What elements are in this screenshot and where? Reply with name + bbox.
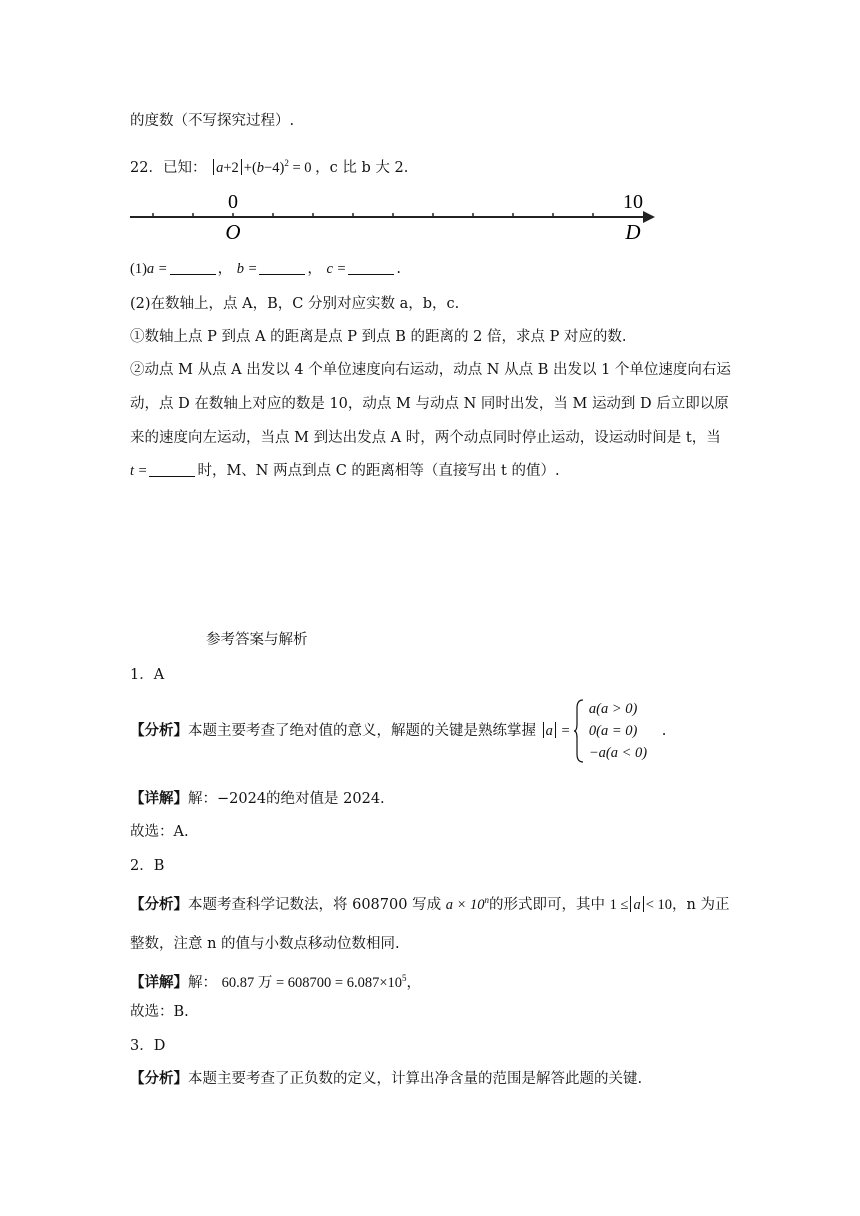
answer-1-analysis: 【分析】本题主要考查了绝对值的意义，解题的关键是熟练掌握 a = a(a > 0) 0(a = 0) −a(a < 0) . [130,698,666,768]
case-positive: a(a > 0) [588,701,638,717]
answer-c-label: c = [326,261,347,277]
part-2-ii-line-3: 来的速度向左运动，当点 M 到达出发点 A 时，两个动点同时停止运动，设运动时间是 t，当 [130,430,721,446]
stem-tail: ，c 比 b 大 2. [315,159,409,176]
range-expression: 1 ≤ a < 10 [609,896,672,913]
question-number: 22．已知： [130,159,207,176]
answer-a-label: a = [146,261,168,277]
axis-arrow [643,211,655,223]
point-label-O: O [225,220,241,244]
answer-b-label: b = [236,261,258,277]
tick-label-0: 0 [228,191,238,213]
answer-2-analysis-line-1: 【分析】本题考查科学记数法，将 608700 写成 $a \times 10^n$的形式即可，其中 1 ≤ a < 10，n 为正 [130,895,730,913]
answer-1-label: 1．A [130,667,165,683]
answer-2-label: 2．B [130,858,165,874]
continuation-text: 的度数（不写探究过程）. [130,113,295,129]
analysis-tag: 【分析】 [130,722,188,739]
answer-1-detail: 【详解】解：−2024的绝对值是 2024. [130,790,385,807]
left-brace [574,698,584,764]
answer-2-analysis-line-2: 整数，注意 n 的值与小数点移动位数相同. [130,936,400,952]
answer-c-blank[interactable] [348,260,394,275]
point-label-D: D [625,220,641,244]
answer-b-blank[interactable] [259,260,305,275]
question-22-stem [130,153,408,178]
answer-2-choice: 故选：B. [130,1004,189,1020]
answer-a-blank[interactable] [170,260,216,275]
part-2-ii-line-4: t = 时，M、N 两点到点 C 的距离相等（直接写出 t 的值）. [130,463,560,479]
answer-3-analysis: 【分析】本题主要考查了正负数的定义，计算出净含量的范围是解答此题的关键. [130,1070,643,1087]
answer-2-detail: 【详解】解： 60.87 万 = $608700 = 6.087\times 10^5$， [130,973,422,991]
case-negative: −a(a < 0) [588,745,648,761]
part-1: (1)a = ， b = ， c = . [130,261,401,277]
answers-heading: 参考答案与解析 [206,632,308,648]
answer-1-choice: 故选：A. [130,824,189,840]
tick-label-10: 10 [623,191,643,213]
piecewise-definition [574,698,647,764]
case-zero: 0(a = 0) [588,723,638,739]
number-line-figure [125,188,660,248]
answer-3-label: 3．D [130,1038,166,1054]
part-2-i: ①数轴上点 P 到点 A 的距离是点 P 到点 B 的距离的 2 倍，求点 P 对应的数. [130,329,627,345]
answer-t-blank[interactable] [149,462,195,477]
part-2-ii-line-1: ②动点 M 从点 A 出发以 4 个单位速度向右运动，动点 N 从点 B 出发以 1 个单位速度向右运 [130,362,731,378]
equation: $a+2 +(b-4)^2 = 0$ [211,160,315,176]
part-2: (2)在数轴上，点 A，B，C 分别对应实数 a，b，c. [130,296,460,312]
part-2-ii-line-2: 动，点 D 在数轴上对应的数是 10，动点 M 与动点 N 同时出发，当 M 运动到 D 后立即以原 [130,396,729,412]
scientific-form: $a \times 10^n$ [445,895,489,913]
